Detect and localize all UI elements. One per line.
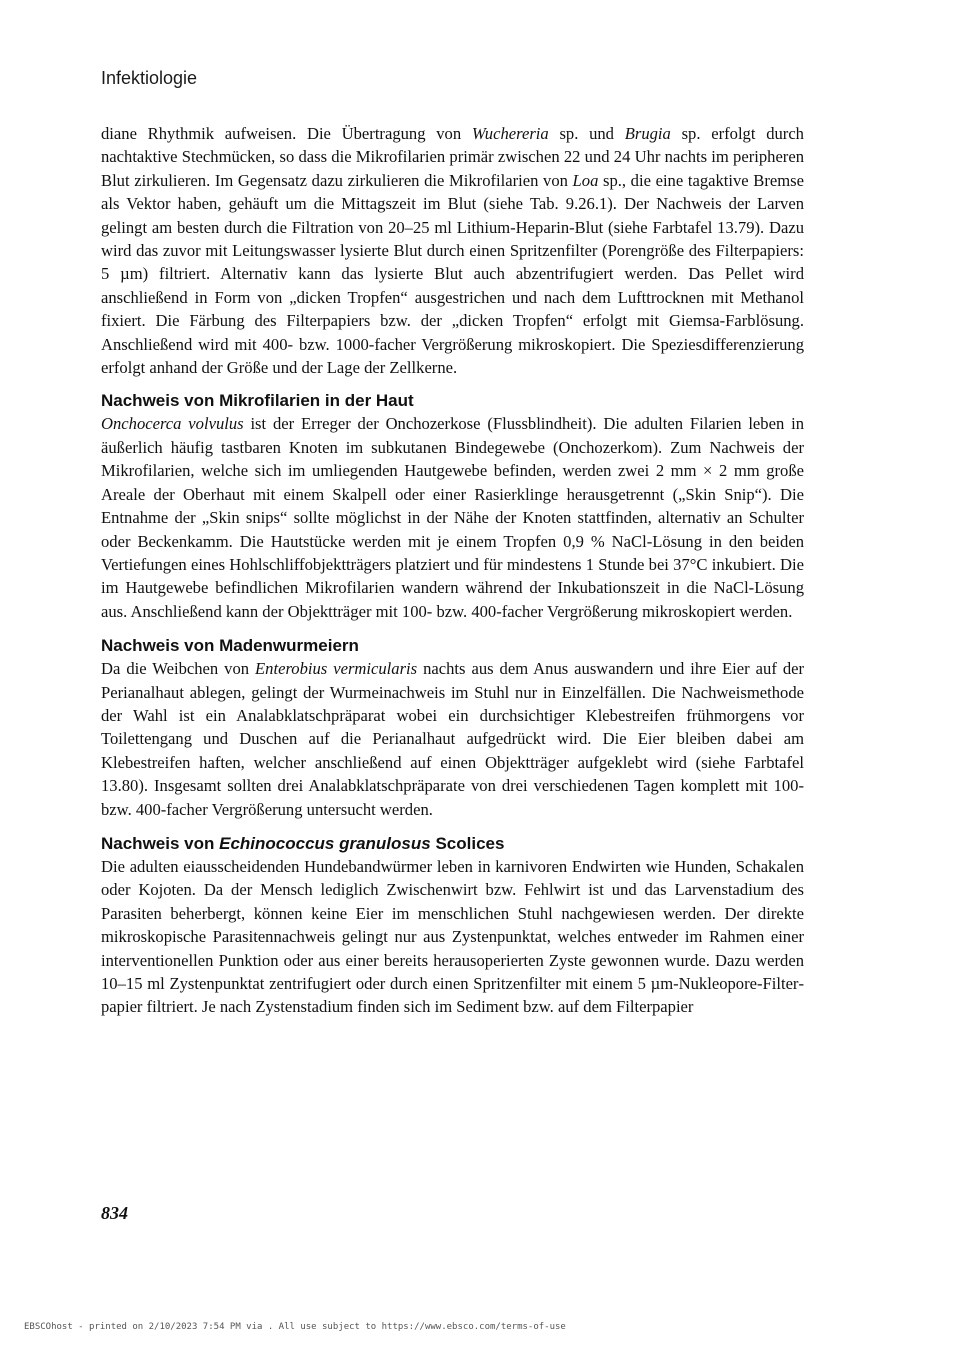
italic-term: Echinococcus granulosus xyxy=(219,833,431,853)
text-run: Scolices xyxy=(430,833,505,853)
text-run: sp., die eine tagaktive Bremse als Vektor haben, gehäuft um die Mittagszeit im Blut (siehe Tab. 9.26.1). Der Nachweis der Larven gelingt am besten durch die Filtration von 20–25 ml Lithium-Heparin-Blut (siehe Farbtafel 13.79). Dazu wird das zuvor mit Leitungswasser lysierte Blut durch einen Spritzenfilter (Porengröße des Filterpapiers: 5 µm) filtriert. Alternativ kann das lysierte Blut auch abzentrifugiert werden. Das Pellet wird anschließend in Form von „dicken Tropfen“ ausgestrichen und nach dem Lufttrocknen mit Methanol fixiert. Die Färbung des Filterpapiers bzw. der „dicken Tropfen“ erfolgt mit Giemsa-Farblösung. Anschließend wird mit 400- bzw. 1000-facher Vergrößerung mikroskopiert. Die Speziesdifferenzierung erfolgt anhand der Größe und der Lage der Zellkerne. xyxy=(101,170,804,378)
italic-term: Onchocerca volvulus xyxy=(101,414,244,434)
italic-term: Enterobius vermicularis xyxy=(255,659,418,679)
heading-skin-microfilariae xyxy=(101,390,804,412)
text-run: sp. erfolgt durch nachtaktive Stechmücken, so dass die Mikrofilarien primär zwischen 22 und 24 Uhr nachts im peripheren Blut zirkulieren. Im Gegensatz dazu zirkulieren die Mikrofilarien von xyxy=(101,124,804,190)
heading-echinococcus-scolices xyxy=(101,833,804,855)
italic-term: Loa xyxy=(572,170,599,190)
italic-term: Wuchereria xyxy=(471,124,549,143)
paragraph-skin-snip xyxy=(101,412,804,623)
paragraph-filtration xyxy=(101,122,804,379)
text-run: nachts aus dem Anus auswandern und ihre Eier auf der Perianalhaut ablegen, gelingt der Wurmeinachweis im Stuhl nur in Einzelfällen. Die Nachweismethode der Wahl ist ein Analabklatschpräparat wobei ein durchsichtiger Klebestreifen frühmorgens vor Toilettengang und Duschen auf die Perianalhaut aufgedrückt wird. Die Eier bleiben dabei am Klebestreifen haften, welcher anschließend auf einen Objektträger aufgeklebt wird (siehe Farbtafel 13.80). Insgesamt sollten drei Analabklatschpräparate von drei verschiedenen Tagen komplett mit 100- bzw. 400-facher Vergrößerung untersucht werden. xyxy=(101,659,805,819)
text-run: Die adulten eiausscheidenden Hundebandwürmer leben in karnivoren Endwirten wie Hunden, Schakalen oder Kojoten. Da der Mensch lediglich Zwischenwirt bzw. Fehlwirt ist und das Larvenstadium des Parasiten beherbergt, können keine Eier im menschlichen Stuhl nachgewiesen werden. Der direkte mikroskopische Parasitennachweis gelingt nur aus Zystenpunktat, welches entweder im Rahmen einer interventionellen Punktion oder aus einer bereits herausoperierten Zyste gewonnen wurde. Dazu werden 10–15 ml Zystenpunktat zentrifugiert oder durch einen Spritzenfilter mit einem 5 µm-Nukleopore-Filterpapier filtriert. Je nach Zystenstadium finden sich im Sediment bzw. auf dem Filterpapier xyxy=(101,856,804,1017)
heading-pinworm-eggs xyxy=(101,635,804,657)
text-run: Nachweis von xyxy=(101,833,220,853)
running-head: Infektiologie xyxy=(101,68,198,88)
text-run: ist der Erreger der Onchozerkose (Flussblindheit). Die adulten Filarien leben in äußerlich häufig tastbaren Knoten im subkutanen Bindegewebe (Onchozerkom). Zum Nachweis der Mikrofilarien, welche sich im umliegenden Hautgewebe befinden, werden zwei 2 mm × 2 mm große Areale der Oberhaut mit einem Skalpell oder einer Rasierklinge herausgetrennt („Skin Snip“). Die Entnahme der „Skin snips“ sollte möglichst in der Nähe der Knoten stattfinden, alternativ an Schulter oder Beckenkamm. Die Hautstücke werden mit je einem Tropfen 0,9 % NaCl-Lösung in den beiden Vertiefungen eines Hohlschliffobjektträgers platziert und für mindestens 1 Stunde bei 37°C inkubiert. Die im Hautgewebe befindlichen Mikrofilarien wandern während der Inkubationszeit in die NaCl-Lösung aus. Anschließend kann der Objektträger mit 100- bzw. 400-facher Vergrößerung mikroskopiert werden. xyxy=(101,414,804,621)
text-run: Nachweis von Madenwurmeiern xyxy=(101,636,359,656)
italic-term: Brugia xyxy=(624,124,671,143)
text-run: Da die Weibchen von xyxy=(101,659,256,679)
paragraph-cyst-puncture xyxy=(101,855,804,1019)
paragraph-tape-test xyxy=(101,657,804,821)
text-run: Nachweis von Mikrofilarien in der Haut xyxy=(101,391,414,411)
print-footer: EBSCOhost - printed on 2/10/2023 7:54 PM via . All use subject to https://www.ebsco.com/terms-of-use xyxy=(24,1322,566,1332)
text-run: diane Rhythmik aufweisen. Die Übertragung von xyxy=(101,124,472,143)
page-number: 834 xyxy=(101,1203,128,1223)
text-run: sp. und xyxy=(548,124,625,143)
body-text xyxy=(101,122,804,1019)
